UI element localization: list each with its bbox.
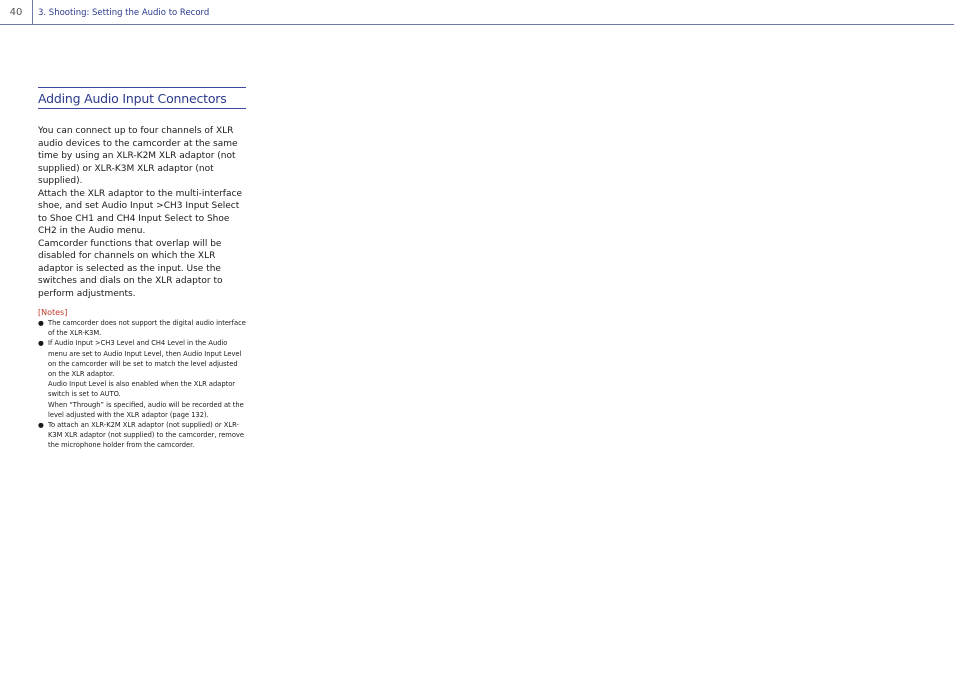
- page-number: 40: [9, 7, 23, 18]
- note-text: The camcorder does not support the digital audio interface of the XLR-K3M.: [48, 319, 246, 338]
- page-header: [0, 0, 954, 25]
- body-paragraph: Camcorder functions that overlap will be disabled for channels on which the XLR adaptor is selected as the input. Use the switches and dials on the XLR adaptor to perform adjustments.: [38, 238, 223, 299]
- body-paragraph: Attach the XLR adaptor to the multi-interface shoe, and set Audio Input >CH3 Input Select to Shoe CH1 and CH4 Input Select to Shoe CH2 in the Audio menu.: [38, 188, 242, 236]
- list-item: [38, 318, 246, 338]
- section-title-block: [38, 87, 246, 109]
- notes-label: [Notes]: [38, 308, 68, 317]
- bullet-icon: ●: [38, 319, 44, 327]
- content-section: [38, 87, 246, 451]
- bullet-icon: ●: [38, 339, 44, 348]
- note-text: If Audio Input >CH3 Level and CH4 Level in the Audio menu are set to Audio Input Level, then Audio Input Level on the camcorder will be set to match the level adjusted on the XLR adaptor.: [48, 339, 242, 379]
- body-text: [38, 125, 246, 300]
- section-title: Adding Audio Input Connectors: [38, 91, 227, 106]
- note-text[interactable]: When “Through” is specified, audio will be recorded at the level adjusted with the XLR adaptor (page 132).: [48, 400, 244, 419]
- breadcrumb[interactable]: 3. Shooting: Setting the Audio to Record: [38, 8, 210, 18]
- note-text: Audio Input Level is also enabled when the XLR adaptor switch is set to AUTO.: [48, 380, 236, 399]
- list-item: [38, 420, 246, 451]
- header-divider: [32, 0, 33, 24]
- body-paragraph: You can connect up to four channels of XLR audio devices to the camcorder at the same time by using an XLR-K2M XLR adaptor (not supplied) or XLR-K3M XLR adaptor (not supplied).: [38, 126, 238, 186]
- list-item: [38, 338, 246, 420]
- note-text: To attach an XLR-K2M XLR adaptor (not supplied) or XLR-K3M XLR adaptor (not supplied) to the camcorder, remove the microphone holder from the camcorder.: [48, 421, 244, 450]
- notes-list: [38, 318, 246, 451]
- bullet-icon: ●: [38, 421, 44, 430]
